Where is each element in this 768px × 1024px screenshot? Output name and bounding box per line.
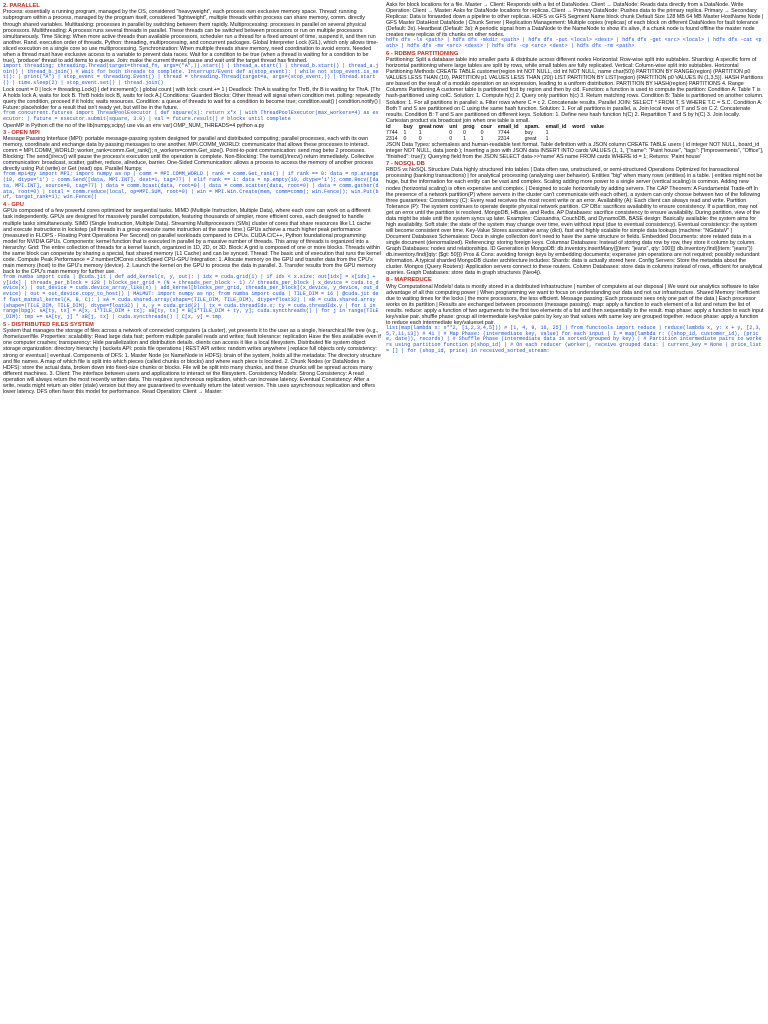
section-rdbms [386,51,764,160]
code-block: hdfs dfs -ls <path> | hdfs dfs -mkdir <path> | hdfs dfs -put <local> <dest> | hdfs dfs -get <src> <local> | hdfs dfs -cat <path> | hdfs dfs -mv <src> <dest> | hdfs dfs -cp <src> <dest> | hdfs dfs -rm <path> [386,37,762,50]
table-cell: 1 [480,135,484,142]
section-nosql [386,161,764,276]
table-cell: 1 [403,129,407,136]
table-header-cell: email_id [545,123,567,130]
table-cell: 2314 [497,135,510,142]
table-cell: 1 [545,129,549,136]
code-block: import threading; threading.Thread(target=thread_fn, args=("A",)).start() | thread_a.start() | thread_b.start() | thread_a.join() | thread_b.join() # Wait for both threads to complete. Interrupt/Event def a(stop_event): | while not stop_event.is_set(): | print("A") | stop_event = threading.Event() | thread = threading.Thread(target=a, args=(stop_event,)) | thread.start() | time.sleep(2) | stop_event.set() | thread.join() [3,62,379,87]
section-body: JSON Data Types: schemaless and human-readable text format. Table definition with a JSON column CREATE TABLE users ( id integer NOT NULL, board_id integer NOT NULL, data jsonb ); Inserting a json with JSON data INSERT INTO cards VALUES (1, 1, '{"name": "Paint house", "tags": ["Improvements", "Office"], "finished": true}'); Querying field from the JSON SELECT data->>'name' AS name FROM cards WHERE id = 1; Returns: 'Paint house' [386,141,764,160]
code-block: from mpi4py import MPI; import numpy as np | comm = MPI.COMM_WORLD | rank = comm.Get_rank() | if rank == 0: data = np.arange(10, dtype='i') ; comm.Send([data, MPI.INT], dest=1, tag=77) | elif rank == 1: data = np.empty(10, dtype='i'); comm.Recv([data, MPI.INT], source=0, tag=77) | data = comm.bcast(data, root=0) | data = comm.scatter(data, root=0) | data = comm.gather(data, root=0) | total = comm.reduce(local, op=MPI.SUM, root=0) | win = MPI.Win.Create(mem, comm=comm); win.Fence(); win.Put(buf, target_rank=1); win.Fence() [3,171,379,201]
section-body: Why Computational Models! data is mostly stored in a distributed infrastructure | number of computers at our disposal | We want our analytics software to take advantage of all this computing power | When programming we want to focus on understanding our data and not our infrastructure. Shared Memory: inefficient due to waiting times for the locks | the more processors, the less efficient. Message passing: Each processor sees only one part of the data | Each processor works on its partition | Results are exchanged between processors (message passing). map: apply a function to each element of a list and return the list of results. reduce: apply a function of two arguments to the first two elements of a list and then sequentially to the result. map phase: apply a function to each input key/value pair. shuffle phase: group all intermediate key/value pairs by key so that values with same key are grouped together. reduce phase: apply a function to reduce each intermediate key/valueset pair. [386,283,764,326]
section-mapreduce [386,277,764,354]
section-heading: 7 - NOSQL DB [386,160,425,167]
section-heading: 3 - OPEN MPI [3,129,40,136]
left-column [3,2,381,1022]
section-body: Process: essentially a running program, managed by the OS, considered "heavyweight", each process own exclusive memory space. Thread: running subprogram within a process, managed by the program itself, considered "lightweight", multiple threads within process can share memory, comm. directly through shared variables. Multitasking: processes in parallel by switching between them rapidly. Multiprocessing: processes in parallel on several physical processors. Multithreading: A process runs several threads in parallel. These threads can be switched between processors or run on multiple processors simultaneously. Time Slicing: When more active threads than available processors, scheduler run a thread for a fixed amount of time, suspend it, and then run another. Rand. execution order of threads. Python: threading, multiprocessing, and concurrent packages. Global Interpreter Lock (GIL), which only allows time-sliced execution on a single core so use multiprocessing. Synchronization: When multiple threads share memory, need coordination to avoid errors. Needed when a thread must have exclusive access to a variable to prevent data races. Wait for a condition to be true (when a thread is waiting for a condition to be true), 'producer' thread to add items to a queue. Join: make the current thread pause and wait until the target thread has finished. [3,9,379,64]
table-header-row [386,124,610,130]
code-block: from numba import cuda | @cuda.jit | def add_kernel(x, y, out): | idx = cuda.grid(1) | if idx < x.size: out[idx] = x[idx] + y[idx] | threads_per_block = 128 | blocks_per_grid = (N + threads_per_block - 1) // threads_per_block | x_device = cuda.to_device(x) | out_device = cuda.device_array_like(x) | add_kernel[blocks_per_grid, threads_per_block](x_device, y_device, out_device) | out = out_device.copy_to_host() | MALMUT: import numpy as np; from numba import cuda | TILE_DIM = 16 | @cuda.jit def fast_matmul_kernel(A, B, C): | sA = cuda.shared.array(shape=(TILE_DIM, TILE_DIM), dtype=float32) | sB = cuda.shared.array(shape=(TILE_DIM, TILE_DIM), dtype=float32) | x, y = cuda.grid(2) | tx = cuda.threadIdx.x; ty = cuda.threadIdx.y | for i in range(bpg): sA[ty, tx] = A[x, i*TILE_DIM + tx]; sB[ty, tx] = B[i*TILE_DIM + ty, y]; cuda.syncthreads() | for j in range(TILE_DIM): tmp += sA[ty, j] * sB[j, tx] | cuda.syncthreads() | C[x, y] = tmp [3,273,379,321]
table-cell: 1 [545,135,549,142]
table-cell: 1 [418,129,422,136]
section-body: OpenMP in Python cfl the no of the lib(numpy,scipy) use via an env var] OMP_NUM_THREADS=4 python a.py [3,122,265,129]
section-body: GPUs composed of a few powerful cores optimized for sequential tasks. MIMD (Multiple Instruction, Multiple Data), where each core can work on a different task independently. GPUs are designed for massively parallel computation, featuring thousands of simpler, more efficient cores, each designed to handle multiple tasks simultaneously. SIMD (Single Instruction, Multiple Data). Streaming Multiprocessors (SMs) cluster of cores that share resources like L1 cache and execute instructions in lockstep (all threads in a group execute same instruction at the same time.) GPUs achieve a much higher peak performance (measured in FLOPS - Floating Point Operations Per Second) on parallel workloads compared to CPUs. CUDA C/C++, Python foundational programming model for NVIDIA GPUs. Components: kernel function that is executed in parallel by a massive number of threads. This array of threads is organized into a hierarchy: Grid: The entire collection of threads for a kernel launch, organized in 1D, 2D, or 3D. Block: A grid is composed of one or more blocks. Threads within the same block can cooperate by sharing a special, fast shared memory (L1 Cache) and can be synced. Thread: The basic unit of execution that runs the kernel code. Compute Peak Performance = 2 numberOfCores clockSpeed CPU-GPU Integration: 1. Allocate memory on the GPU and transfer data from the CPU's main memory (host) to the GPU's memory (device). 2. Launch the kernel on the GPU to process the data in parallel. 3. Transfer results from the GPU memory back to the CPU's main memory for further use. [3,208,381,275]
table-header-cell: cour [480,123,492,130]
right-column [386,2,764,1022]
table-header-cell: id [386,123,391,130]
table-header-cell: buy [403,123,413,130]
table-cell: 2314 [386,135,398,142]
table-cell: 0 [480,129,484,136]
table-row [386,130,610,136]
section-heading: 5 - DISTRIBUTED FILES SYSTEM [3,321,94,328]
section-heading: 4 - GPU [3,202,24,208]
section-mpi [3,130,381,201]
table-header-cell: great now [418,123,444,130]
section-body: RBDS vs NoSQL Structure Data highly structured into tables | Data often raw, unstructured, or semi-structured Operations Optimized for transactional processing (banking transactions) | for analytical processing (analyzing user behavior). Entities "big" when many rows (entities) in a table. | entities might not be huge, but the information for each entity can be vast and complex. Scaling adding more power to a single server (vertical scaling) is common. Adding new nodes (horizontal scaling) is often expensive and complex. | Designed to scale horizontally by adding servers. The CAP Theorem: A Fundamental Trade-off In the presence of a network partition(P) where servers in the cluster can't communicate with each other), a system can only choose between two of the following three guarantees: Consistency (C): Every read receives the most recent write or an error. Availability (A): Each client can always read and write. Partition Tolerance (P): The system continues to operate despite physical network partition. CP DBs: sacrifices availability to ensure consistency. If a partition, may not get an error until the partition is resolved. MongoDB, HBase, and Redis. AP Databases: sacrifice consistency to ensure availability. During partition, view of the data might be stale until the system syncs up later. Examples: Cassandra, CouchDB, and DynamoDB. BASE design: Basically available: the system aims for high availability. Soft state: the state of the system may change over time, even without input (due to eventual consistency). Eventual consistency: the system will become consistent over time. Key-Value Stores associative array (dict). fast and highly scalable for simple data lookups (machine: "NGdataV" ) [386,167,763,234]
section-heading: 2. PARALLEL [3,3,40,9]
table-cell: 7744 [497,129,510,136]
table-header-cell: word [572,123,585,130]
section-heading: 6 - RDBMS PARTITIONING [386,50,459,57]
table-cell: 0 [403,135,407,142]
table-cell: 0 [449,129,453,136]
code-block: from concurrent.futures import ThreadPoolExecutor | def square(x): return x*x | with ThreadPoolExecutor(max_workers=4) as executor: | future = executor.submit(square, 3.0) | val = future.result() # blocks until complete [3,110,379,122]
section-body: Message Passing Interface (MPI): portable message-passing system designed for parallel and distributed computing; parallel processes, each with its own memory, coordinate and exchange data by passing messages to one another. MPI.COMM_WORLD: communicator that allows these processes to interact. comm = MPI.COMM_WORLD; worker_rank=comm.Get_rank(); n_workers=comm.Get_size(). Point-to-point communication: send msg betw 2 processes. Blocking: The send()/recv() will pause the process's execution until the operation is complete. Non-Blocking: The isend()/irecv() return immediately. Collective communication: broadcast, scatter, gather, reduce, allreduce, barrier. One-Sided Communication: allows a process to access the memory of another process directly using Put (write) or Get (read) ops. Parallel Numpy. [3,135,374,173]
section-parallel [3,3,381,129]
section-body: Partitioning: Split a database table into smaller parts & distribute across different nodes Horizontal: Row-wise split into subtables. Sharding: A specific form of horizontal partitioning where large tables are split by rows, while small tables are fully replicated. Vertical: Column-wise split into subtables. Horizontal Partitioning Methods CREATE TABLE customer(region int NOT NULL, cid int NOT NULL, name char(50)) PARTITION BY RANGE(region) (PARTITION p0 VALUES LESS THAN (10), PARTITION p1 VALUES LESS THAN (20)) LIST PARTITION BY LIST(region) (PARTITION p0 VALUES IN (1,3,5)). HASH Partitions are based on the result of a modulo operation on an expression, leading to a uniform distribution. PARTITION BY HASH(region) PARTITIONS 4. Range Columns Partitioning A customer table is partitioned first by region and then by cid. Function: a function is used to compute the partition: Condition A: Table T is hash-partitioned using colC. Solution: 1. Compute h(c) 2. Query only partition h(c) 3. Return matching rows. Condition B: Table is partitioned on another column. Solution: 1. For all partitions in parallel: a. Filter rows where C = c 2. Concatenate results. Parallel JOIN: SELECT * FROM T, S WHERE T.C = S.C. Condition A: Both T and S are partitioned on C using the same hash function. Solution: 1. For all partitions in parallel, a. Join local rows of T and S on C 2. Concatenate results. Condition B: T and S are partitioned on different keys. Solution: 1. Define new hash function h(C) 2. Repartition T and S by h(C) 3. Join locally. Cartesian product via broadcast join when one table is small. [386,57,764,124]
table-header-cell: prog [463,123,475,130]
table-cell: 0 [418,135,422,142]
table-cell: 0 [449,135,453,142]
section-body: System that manages the storage of files across a network of connected computers (a cluster), yet presents it to the user as a single, hierarchical file tree (e.g., /home/user/file. Properties: scalability: Read large data fast; perform multiple parallel reads and writes; fault tolerance: replication Have the files available even if one computer crashes; transparency: Hide parallelization and distribution details. clients can access it like a local filesystem. Distributed file system object storage organization: directory hierarchy | buckets API: posix file operations | REST API writes: random writes anywhere | replace full objects only consistency: strong or eventual | eventual. Components of DFS: 1. Master Node (or NameNode in HDFS): brain of the system, holds all the metadata: The directory structure and file names. A map of which file is split into which pieces (called chunks or blocks) and where each piece is located. 2. Chunk Nodes (or DataNodes in HDFS): store the actual data, broken down into fixed-size chunks or blocks. File will be split into many chunks, and these chunks will be spread across many different machines. 3. Client: The interface between users and applications to interact w/ the filesystem. Consistency Models: Strong Consistency: A read operation will always return the most recently written data. This requires synchronous replication, which can increase latency. Eventual Consistency: After a write, reads might return an older (stale) version but they are guaranteed to eventually return the latest version. This uses asynchronous replication and offers lower latency. DFS often favor this model for performance. Read Operation: Client → Master: [3,328,381,395]
table-cell: 0 [463,129,466,136]
section-body: Document Databases Schemaless: Docs in single collection don't need to have the same structure or fields. Embedded Documents: store related data in a single document (denormalized). Referencing: storing foreign keys. Columnar Databases: Instead of storing data row by row, they store it column by column. Graph Databases: nodes and relationships. ID Generation in MongoDB: db.inventory.insertMany([{item: "jeans", qty: 100}]) db.inventory.find({item: "jeans"}) db.inventory.find({qty: {$gt: 50}}) Pros & Cons: avoiding foreign keys by embedding documents; expensive join operations are not required; possibly redundant information. A typical sharded MongoDB cluster architecture includes: Shards: data is actually stored here. Config Servers: Store the metadata about the cluster. Mongos (Query Routers): Application servers connect to these routers. Column Databases: store data in columns instead of rows, efficient for analytical queries. Graph Databases: store data in graph structures (Neo4j). [386,233,763,277]
section-hdfs [386,2,764,50]
table-header-cell: email_id [497,123,519,130]
table-cell: great [524,135,537,142]
table-cell: 1 [463,135,466,142]
section-gpu [3,202,381,321]
section-dfs [3,322,381,395]
table-header-cell: uni [449,123,458,130]
feature-table [386,124,610,142]
table-cell: 7744 [386,129,398,136]
section-body: Lock count = 0 | lock = threading.Lock() | def increment(): | global count | with lock: count += 1 | Deadlock: ThrA is waiting for ThrB, thr B is waiting for ThrA. [Thr A holds lock A, waits for lock B. ThrB holds lock B, waits for lock A.] Conditions: Guarded Blocks: Other thread will signal when condition met. polling: repeatedly query the condition, proceed if it holds; waits resources. Condition: a queue of threads to wait for a condition to become true; condition.wait() | condition.notify() | Future: placeholder for a result that isn't ready yet, but will be in the future. [3,86,381,111]
table-cell: buy [524,129,533,136]
table-header-cell: spam. [524,123,540,130]
code-block: list(map(lambda x: x**2, [1,2,3,4,5])) # [1, 4, 9, 16, 25] | from functools import reduce | reduce(lambda x, y: x + y, [2,3,5,7,11,13]) # 41 | # Map Phase: (intermediate key, value) for each input | I = map(lambda r: ((shop_id, customer_id), (price, date)), records) | # Shuffle Phase (intermediate data is sorted/grouped by key) | # Partition intermediate pairs to workers using partition function p(shop_id) | # On each reducer (worker), receive grouped data: | current_key = None | price_list = [] | for (shop_id, price) in received_sorted_stream: [386,324,765,354]
section-heading: 8 - MAPREDUCE [386,277,432,284]
section-body: Asks for block locations for a file. Master → Client: Responds with a list of DataNodes. Client → DataNode: Reads data directly from a DataNode. Write Operation: Client → Master: Asks for DataNode locations for replicas. Client → Primary DataNode: Pushes data to the primary replica. Primary → Secondary Replicas: Data is forwarded down a pipeline to other replicas. HDFS vs GFS Segment Name block chunk Default Size 128 MB 64 MB Master HostName Node | GFS Master DataHost DataNode | Chunk Server | Replication Management: Multiple copies (replicas) of each block on different DataNodes for fault tolerance (Default: 3x). Heartbeat (Default: 3s): A periodic signal from a DataNode to the NameNode to show it's alive, if a chunk node is found offline the master node creates new replicas of its chunks on other nodes. [386,2,764,39]
table-header-cell: value [590,123,605,130]
